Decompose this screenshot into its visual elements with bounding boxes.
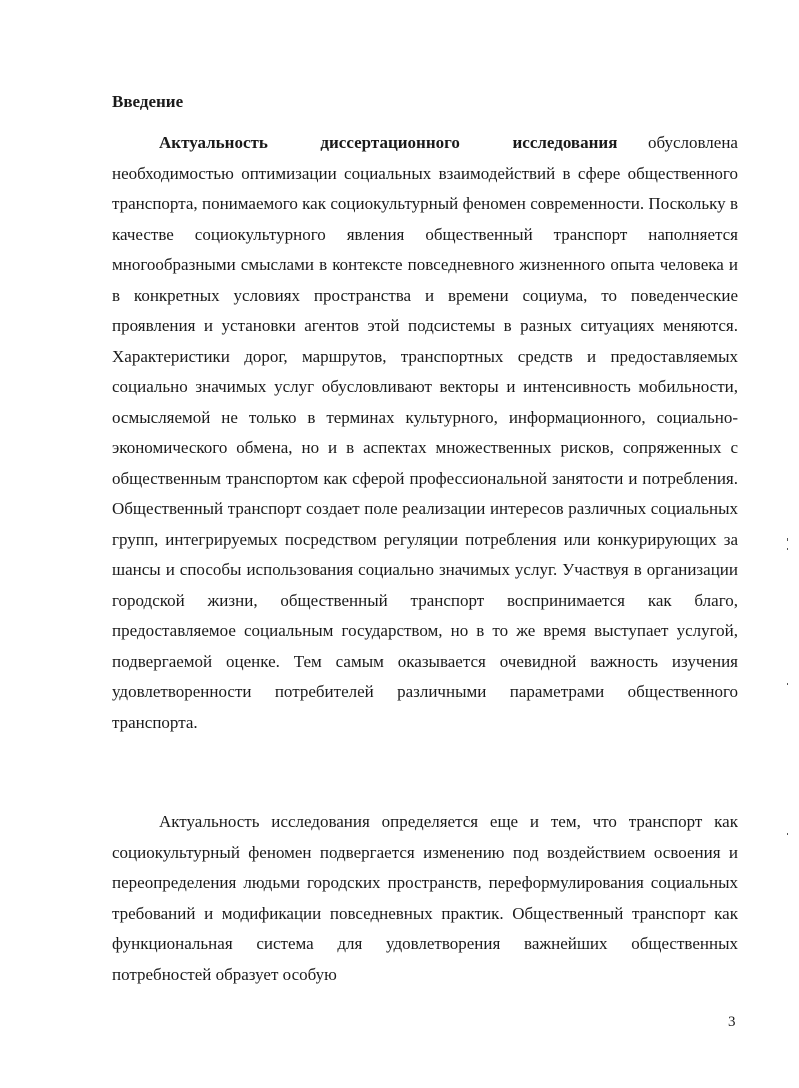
scan-artifact-mark [787,683,788,685]
section-heading: Введение [112,92,184,111]
paragraph-1-lead: Актуальность диссертационного исследования [159,133,618,152]
scan-artifact-mark [787,833,788,835]
scan-artifact-mark [787,548,788,550]
paragraph-1 [112,128,738,738]
page-number: 3 [728,1014,736,1030]
paragraph-1-text: обусловлена необходимостью оптимизации социальных взаимодействий в сфере общественного транспорта, понимаемого как социокультурный феномен современности. Поскольку в качестве социокультурного явления общественный транспорт наполняется многообразными смыслами в контексте повседневного жизненного опыта человека и в конкретных условиях пространства и времени социума, то поведенческие проявления и установки агентов этой подсистемы в разных ситуациях меняются. Характеристики дорог, маршрутов, транспортных средств и предоставляемых социально значимых услуг обусловливают векторы и интенсивность мобильности, осмысляемой не только в терминах культурного, информационного, социально-экономического обмена, но и в аспектах множественных рисков, сопряженных с общественным транспортом как сферой профессиональной занятости и потребления. Общественный транспорт создает поле реализации интересов различных социальных групп, интегрируемых посредством регуляции потребления или конкурирующих за шансы и способы использования социально значимых услуг. Участвуя в организации городской жизни, общественный транспорт воспринимается как благо, предоставляемое социальным государством, но в то же время выступает услугой, подвергаемой оценке. Тем самым оказывается очевидной важность изучения удовлетворенности потребителей различными параметрами общественного транспорта. [112,133,738,732]
scan-artifact-mark [787,538,788,541]
paragraph-2: Актуальность исследования определяется еще и тем, что транспорт как социокультурный феномен подвергается изменению под воздействием освоения и переопределения людьми городских пространств, переформулирования социальных требований и модификации повседневных практик. Общественный транспорт как функциональная система для удовлетворения важнейших общественных потребностей образует особую [112,812,738,984]
